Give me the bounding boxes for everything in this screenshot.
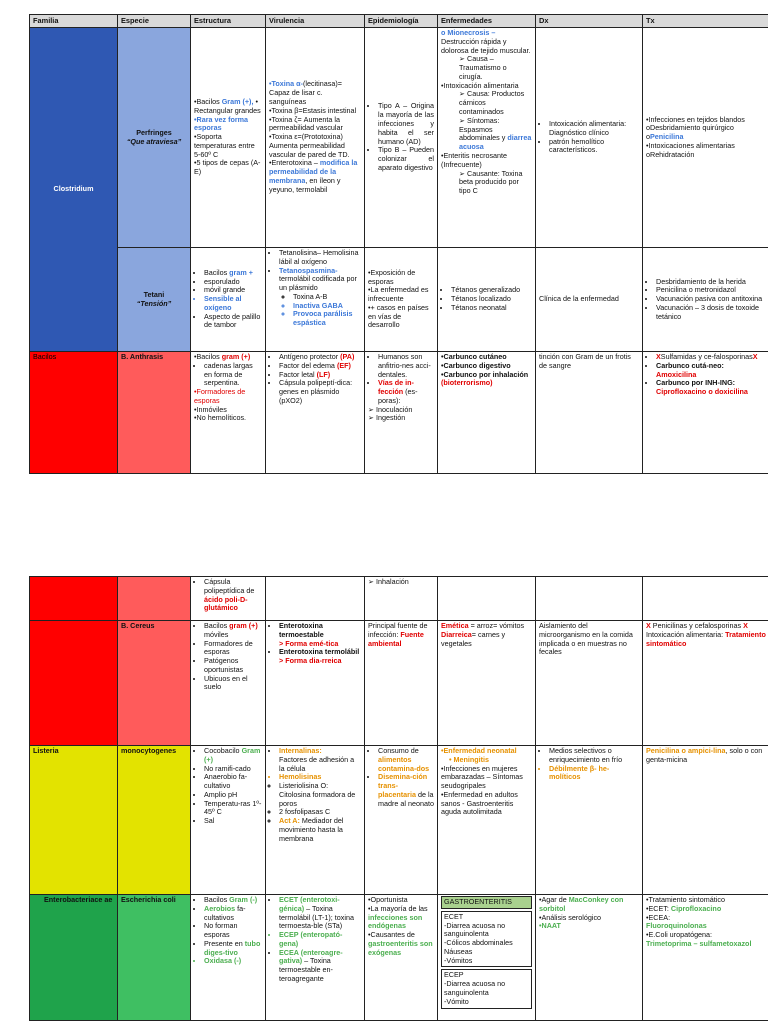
- text: X: [646, 621, 651, 630]
- text: (lecitinasa)= Capaz de lisar c. sanguíneas: [269, 79, 342, 106]
- text: Carbunco cutá-neo:: [656, 360, 724, 370]
- list-item: • Tétanos localizado: [451, 295, 532, 304]
- list-item: • Cápsula polipeptí-dica: genes en plásmido (pXO2): [279, 379, 361, 405]
- tetani-dx: Clínica de la enfermedad: [536, 248, 643, 352]
- header-tx: Tx: [643, 15, 768, 28]
- text: Emética: [441, 621, 469, 630]
- species-anthrasis: B. Anthrasis: [118, 352, 191, 474]
- table-page-2: [29, 576, 768, 1021]
- list-item: [204, 940, 262, 958]
- text: Gram (+),: [221, 96, 254, 106]
- list-item: • Tipo A – Origina la mayoría de las infecciones y habita el ser humano (AD): [378, 102, 434, 146]
- perfringes-tx: [643, 28, 768, 248]
- text: Penicilina o ampici-lina: [646, 746, 726, 755]
- list-item: [656, 362, 766, 380]
- text: Diarreica: [441, 629, 472, 639]
- header-epidemiologia: Epidemiología: [365, 15, 438, 28]
- text: (bioterrorismo): [441, 378, 493, 388]
- text: X: [752, 352, 758, 361]
- text: •La enfermedad es infrecuente: [368, 285, 429, 304]
- list-item: • Medios selectivos o enriquecimiento en frío: [549, 747, 639, 765]
- text: •NAAT: [539, 921, 561, 931]
- text: gram (+): [221, 352, 251, 361]
- text: oRehidratación: [646, 149, 695, 159]
- text: •Formadores de esporas: [194, 387, 246, 405]
- text: Ciprofloxacino: [670, 903, 722, 913]
- text: Enterotoxina termolábil: [279, 647, 360, 657]
- list-item: • Vacunación pasiva con antitoxina: [656, 295, 766, 304]
- text: Factor letal: [279, 369, 317, 379]
- text: X: [656, 352, 661, 361]
- text: > Forma emé-tica: [279, 638, 339, 648]
- list-item: ◦ Listeriolisina O: Citolosina formadora de poros: [279, 782, 361, 808]
- text: •Carbunco digestivo: [441, 360, 511, 370]
- list-item: • Tétanos neonatal: [451, 304, 532, 313]
- text: ECEA (enteroagre-gativa): [279, 947, 343, 966]
- list-item: [204, 622, 262, 640]
- species-nickname: “Que atraviesa”: [126, 136, 182, 146]
- text: Factor del edema: [279, 360, 337, 370]
- text: •Bacilos: [194, 352, 222, 361]
- text: Presente en: [204, 938, 245, 948]
- anthrasis-enfermedades: [438, 352, 536, 474]
- listeria-tx: [643, 746, 768, 895]
- tetani-tx: [643, 248, 768, 352]
- text: -Vómito: [444, 996, 469, 1006]
- text: •ECEA:: [646, 912, 671, 922]
- list-item: • Tétanos generalizado: [451, 286, 532, 295]
- family-clostridium: [30, 28, 118, 352]
- list-item: • Patógenos oportunistas: [204, 657, 262, 675]
- table-page-1: [29, 14, 768, 474]
- text: o: [646, 132, 650, 142]
- text: diarrea acuosa: [459, 133, 532, 152]
- header-enfermedades: Enfermedades: [438, 15, 536, 28]
- table-row: [30, 895, 768, 1021]
- entero-virulencia: [266, 895, 365, 1021]
- text: ECET (enterotoxi-génica): [279, 895, 340, 913]
- family-label: Enterobacteriace ae: [44, 895, 113, 904]
- list-item: [279, 747, 361, 773]
- text: oDesbridamiento quirúrgico: [646, 123, 734, 133]
- cereus-enfermedades: [438, 621, 536, 746]
- text: Aerobios: [204, 903, 236, 913]
- header-virulencia: Virulencia: [266, 15, 365, 28]
- list-item: ◦ Inactiva GABA: [293, 302, 361, 311]
- text: gastroenteritis son exógenas: [368, 938, 433, 957]
- table-row: [30, 746, 768, 895]
- text: Tetanospasmina-: [279, 265, 338, 275]
- list-item: [204, 578, 262, 613]
- list-item: [279, 267, 361, 328]
- tetani-enfermedades: [438, 248, 536, 352]
- text: Bacilos: [204, 267, 230, 277]
- list-item: • Tetanolisina– Hemolisina lábil al oxígeno: [279, 249, 361, 267]
- text: •Inmóviles: [194, 404, 227, 414]
- family-enterobacteriaceae: [30, 895, 118, 1021]
- list-item: • Temperatu-ras 1º- 45º C: [204, 800, 262, 818]
- empty-cell: [438, 577, 536, 621]
- text: •E.Coli uropatógena:: [646, 930, 713, 940]
- list-item: • Anaerobio fa-cultativo: [204, 773, 262, 791]
- text: > Forma dia-rreica: [279, 656, 342, 666]
- text: modifica la permeabilidad de la membrana: [269, 158, 358, 186]
- list-item: • Formadores de esporas: [204, 640, 262, 658]
- list-item: [378, 379, 434, 405]
- cereus-tx: [643, 621, 768, 746]
- list-item: • ECEP (enteropató-gena): [279, 931, 361, 949]
- list-item: • Desbridamiento de la herida: [656, 278, 766, 287]
- list-item: • Aspecto de palillo de tambor: [204, 313, 262, 331]
- text: = carnes y vegetales: [441, 629, 506, 648]
- text: X: [743, 621, 748, 630]
- text: Amoxicilina: [656, 369, 697, 379]
- list-item: [279, 817, 361, 843]
- list-item: [656, 379, 766, 397]
- text: •Enfermedad en adultos sanos - Gastroenteritis aguda autolimitada: [441, 789, 518, 817]
- text: Carbunco por INH-ING:: [656, 378, 736, 388]
- text: , en íleon y yeyuno, termolabil: [269, 176, 341, 194]
- box-title: ECEP: [444, 970, 464, 980]
- text: – Toxina termolábil (LT-1); toxina termoesta-ble (STa): [279, 903, 354, 931]
- empty-cell: [643, 577, 768, 621]
- list-item: • Sensible al oxígeno: [204, 295, 262, 313]
- text: – Toxina termoestable en-teroagregante: [279, 956, 333, 984]
- table-row: [30, 248, 768, 352]
- text: (LF): [316, 369, 331, 379]
- text: Bacilos: [204, 895, 230, 904]
- text: Consumo de: [378, 746, 419, 755]
- text: •Carbunco por inhalación: [441, 369, 529, 379]
- list-item: • Humanos son anfitrio-nes acci-dentales.: [378, 353, 434, 379]
- table-row: [30, 577, 768, 621]
- text: •Toxina α-: [269, 79, 303, 89]
- species-monocytogenes: monocytogenes: [118, 746, 191, 895]
- text: Ingestión: [376, 413, 406, 423]
- text: Penicilina: [650, 132, 684, 142]
- text: •Enteritis necrosante (Infrecuente): [441, 150, 508, 169]
- text: Síntomas: Espasmos abdominales y: [459, 115, 508, 143]
- species-nickname: “Tensión”: [136, 298, 172, 308]
- anthrasis-dx: tinción con Gram de un frotis de sangre: [536, 352, 643, 474]
- text: Antígeno protector: [279, 352, 341, 361]
- text: Causa: Productos cárnicos contaminados: [459, 89, 525, 117]
- header-row: [30, 15, 768, 28]
- family-bacilos-cereus: [30, 621, 118, 746]
- tetani-virulencia: [266, 248, 365, 352]
- anthrasis-tx: [643, 352, 768, 474]
- species-cereus: B. Cereus: [118, 621, 191, 746]
- text: •Infecciones en mujeres embarazadas – Síntomas seudogripales: [441, 763, 523, 791]
- perfringes-virulencia: [266, 28, 365, 248]
- text: •Carbunco cutáneo: [441, 352, 507, 361]
- box-title: ECET: [444, 911, 464, 921]
- list-item: [279, 648, 361, 666]
- text: Inoculación: [376, 404, 413, 414]
- header-especie: Especie: [118, 15, 191, 28]
- text: infecciones son endógenas: [368, 912, 423, 931]
- list-item: • Amplio pH: [204, 791, 262, 800]
- anthrasis-estructura: [191, 352, 266, 474]
- list-item: ◦ 2 fosfolipasas C: [279, 808, 361, 817]
- text: Inhalación: [376, 577, 409, 586]
- text: •Tratamiento sintomático: [646, 895, 725, 904]
- list-item: [378, 747, 434, 773]
- text: •5 tipos de cepas (A-E): [194, 158, 261, 177]
- text: alimentos contamina-dos: [378, 754, 430, 773]
- text: •Exposición de esporas: [368, 267, 416, 286]
- text: (EF): [336, 360, 351, 370]
- header-dx: Dx: [536, 15, 643, 28]
- text: Trimetoprima – sulfametoxazol: [646, 938, 752, 948]
- text: Causa – Traumatismo o cirugía.: [459, 54, 507, 81]
- text: o Mionecrosis –: [441, 28, 496, 37]
- text: •Soporta temperaturas entre 5-60º C: [194, 132, 255, 159]
- anthrasis-epidemiologia-cont: ➢ Inhalación: [365, 577, 438, 621]
- family-bacilos: Bacilos: [30, 352, 118, 474]
- text: • Rectangular grandes: [194, 96, 261, 115]
- text: -Diarrea acuosa no sanguinolenta: [444, 920, 506, 939]
- species-perfringes: [118, 28, 191, 248]
- text: Intoxicación alimentaria:: [646, 629, 726, 639]
- text: móviles: [204, 629, 229, 639]
- empty-cell: [266, 577, 365, 621]
- perfringes-epidemiologia: [365, 28, 438, 248]
- text: •Toxina β=Estasis intestinal: [269, 105, 357, 115]
- species-label: Tetani: [143, 289, 165, 299]
- text: Vías de in-fección: [378, 378, 414, 397]
- list-item: • Penicilina o metronidazol: [656, 286, 766, 295]
- family-listeria: Listeria: [30, 746, 118, 895]
- text: •Toxina ε=(Prototoxina) Aumenta permeabilidad vascular de pared de TD.: [269, 132, 350, 159]
- list-item: • No forman esporas: [204, 922, 262, 940]
- list-item: [279, 622, 361, 648]
- tetani-estructura: [191, 248, 266, 352]
- family-bacilos-cont: [30, 577, 118, 621]
- text: fa-cultativos: [204, 903, 246, 922]
- list-item: [204, 905, 262, 923]
- list-item: [378, 773, 434, 808]
- empty-cell: [536, 577, 643, 621]
- species-escherichia-coli: Escherichia coli: [118, 895, 191, 1021]
- text: Factores de adhesión a la célula: [279, 754, 355, 773]
- text: Destrucción rápida y dolorosa de tejido muscular.: [441, 36, 531, 55]
- text: •Enfermedad neonatal: [441, 746, 517, 755]
- text: •Intoxicaciones alimentarias: [646, 140, 735, 150]
- perfringes-dx: [536, 28, 643, 248]
- list-item: • Ubicuos en el suelo: [204, 675, 262, 693]
- entero-epidemiologia: [365, 895, 438, 1021]
- text: -Diarrea acuosa no sanguinolenta: [444, 979, 506, 998]
- text: Sulfamidas y ce-falosporinas: [660, 352, 753, 361]
- list-item: [279, 949, 361, 984]
- text: Principal fuente de infección:: [368, 621, 428, 639]
- text: tubo diges-tivo: [204, 938, 261, 957]
- list-item: • Hemolisinas: [279, 773, 361, 782]
- text: termolábil codificada por un plásmido: [279, 274, 357, 293]
- listeria-dx: [536, 746, 643, 895]
- text: •La mayoría de las: [368, 903, 428, 913]
- species-tetani: [118, 248, 191, 352]
- text: •Intoxicación alimentaria: [441, 80, 519, 90]
- list-item: • patrón hemolítico característicos.: [549, 138, 639, 156]
- perfringes-estructura: [191, 28, 266, 248]
- list-item: • Débilmente β- he-molíticos: [549, 765, 639, 783]
- list-item: • Oxidasa (-): [204, 957, 262, 966]
- listeria-epidemiologia: [365, 746, 438, 895]
- text: = arroz= vómitos: [468, 621, 525, 630]
- text: Fluoroquinolonas: [646, 921, 707, 931]
- text: Meningitis: [453, 754, 490, 764]
- tetani-epidemiologia: [365, 248, 438, 352]
- entero-estructura: [191, 895, 266, 1021]
- text: , solo o con genta-micina: [646, 746, 763, 764]
- text: •+ casos en países en vías de desarrollo: [368, 302, 429, 330]
- text: Bacilos: [204, 621, 230, 630]
- list-item: • Vacunación – 3 dosis de toxoide tetánico: [656, 304, 766, 322]
- text: Disemina-ción trans-placentaria: [378, 772, 428, 799]
- ecep-box: [441, 969, 532, 1008]
- list-item: • No ramifi-cado: [204, 765, 262, 774]
- cereus-dx: Aislamiento del microorganismo en la comida implicada o en muestras no fecales: [536, 621, 643, 746]
- table-row: [30, 28, 768, 248]
- text: -Cólicos abdominales: [444, 938, 513, 948]
- text: •Causantes de: [368, 930, 415, 940]
- anthrasis-estructura-cont: [191, 577, 266, 621]
- gastroenteritis-box: GASTROENTERITIS: [441, 896, 532, 909]
- listeria-virulencia: [266, 746, 365, 895]
- text: • Meningitis: [449, 754, 490, 764]
- text: •Enterotoxina –: [269, 158, 320, 168]
- text: gram (+): [229, 621, 258, 630]
- text: Internalinas:: [279, 746, 322, 755]
- cereus-estructura: [191, 621, 266, 746]
- table-row: [30, 621, 768, 746]
- text: •Toxina ζ= Aumenta la permeabilidad vascular: [269, 114, 343, 133]
- text: Mediador del movimiento hasta la membrana: [279, 816, 344, 843]
- species-label: Perfringes: [136, 127, 172, 137]
- table-row: [30, 352, 768, 474]
- list-item: • Tipo B – Pueden colonizar el aparato digestivo: [378, 146, 434, 172]
- text: •No hemolíticos.: [194, 413, 247, 423]
- text: Gram (-): [229, 895, 258, 904]
- listeria-estructura: [191, 746, 266, 895]
- text: •Infecciones en tejidos blandos: [646, 114, 745, 124]
- text: •Agar de: [539, 895, 569, 904]
- list-item: ◦ Provoca parálisis espástica: [293, 310, 361, 328]
- entero-enfermedades: [438, 895, 536, 1021]
- text: Enterotoxina termoestable: [279, 621, 324, 639]
- text: ácido poli-D-glutámico: [204, 594, 248, 613]
- text: Cocobacilo: [204, 746, 242, 755]
- list-item: [204, 747, 262, 765]
- text: Causante: Toxina beta producido por tipo C: [459, 168, 523, 196]
- listeria-enfermedades: [438, 746, 536, 895]
- list-item: • cadenas largas en forma de serpentina.: [204, 362, 262, 388]
- text: •Análisis serológico: [539, 912, 602, 922]
- text: Tratamiento sintomático: [646, 629, 766, 648]
- list-item: • móvil grande: [204, 286, 262, 295]
- text: (PA): [340, 352, 355, 361]
- list-item: • esporulado: [204, 278, 262, 287]
- text: •Oportunista: [368, 895, 408, 904]
- text: Ciprofloxacino o doxicilina: [656, 387, 748, 397]
- text: •ECET:: [646, 903, 671, 913]
- text: Fuente ambiental: [368, 629, 424, 648]
- text: Cápsula polipeptídica de: [204, 577, 255, 595]
- entero-dx: [536, 895, 643, 1021]
- text: Náuseas: [444, 946, 473, 956]
- text: -Vómitos: [444, 955, 473, 965]
- text: Penicilinas y cefalosporinas: [650, 621, 744, 630]
- cereus-virulencia: [266, 621, 365, 746]
- text: •Rara vez forma esporas: [194, 114, 249, 133]
- anthrasis-virulencia: [266, 352, 365, 474]
- text: •Bacilos: [194, 96, 222, 106]
- anthrasis-epidemiologia: • Humanos son anfitrio-nes acci-dentales. • Vías de in-fección (es-poras): ➢ Inoculación ➢ Ingestión: [365, 352, 438, 474]
- text: Gram (+): [204, 746, 261, 764]
- ecet-box: [441, 911, 532, 968]
- list-item: • Intoxicación alimentaria: Diagnóstico clínico: [549, 120, 639, 138]
- perfringes-enfermedades: o Mionecrosis – Destrucción rápida y dolorosa de tejido muscular. ➢ Causa – Traumatismo o cirugía. •Intoxicación alimentaria ➢ Causa: Productos cárnicos contaminados ➢ Síntomas: Espasmos abdominales y diarrea acuosa •Enteritis necrosante (Infrecuente) ➢ Causante: Toxina beta producido por tipo C: [438, 28, 536, 248]
- text: (es-poras):: [378, 387, 418, 405]
- family-label: Clostridium: [53, 184, 94, 194]
- entero-tx: [643, 895, 768, 1021]
- text: MacConkey con sorbitol: [539, 895, 624, 913]
- species-anthrasis-cont: [118, 577, 191, 621]
- list-item: [279, 896, 361, 931]
- header-familia: Familia: [30, 15, 118, 28]
- text: Act A:: [279, 816, 300, 826]
- cereus-epidemiologia: [365, 621, 438, 746]
- text: de la madre al neonato: [378, 789, 434, 808]
- text: gram +: [229, 267, 253, 277]
- header-estructura: Estructura: [191, 15, 266, 28]
- list-item: ◦ Toxina A-B: [293, 293, 361, 302]
- list-item: • Sal: [204, 817, 262, 826]
